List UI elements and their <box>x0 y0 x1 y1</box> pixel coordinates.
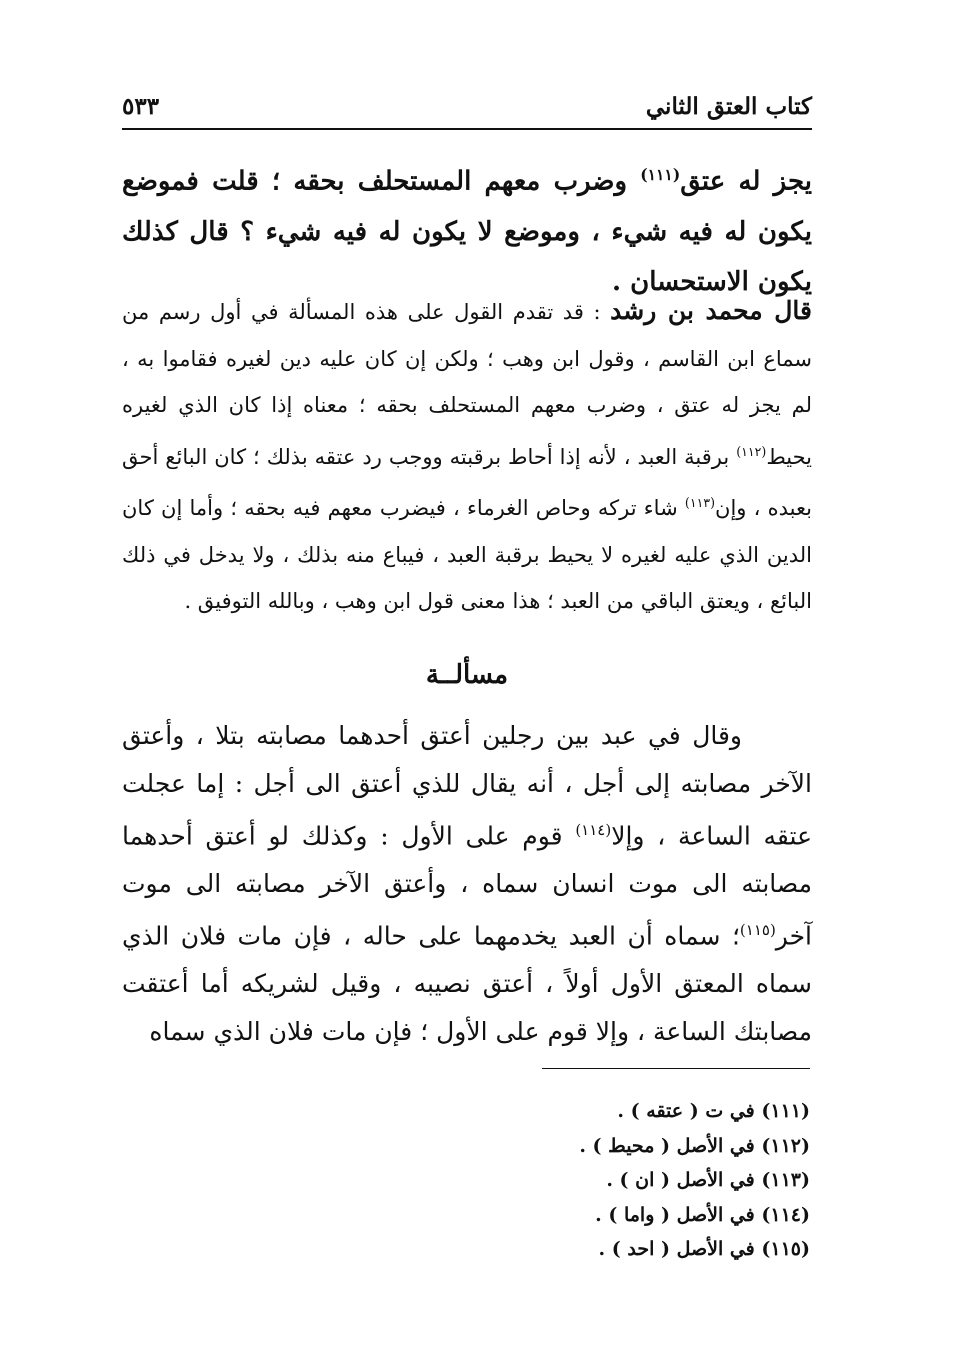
section-heading: مسألــة <box>425 660 509 690</box>
footnote-115: (١١٥) في الأصل ( احد ) . <box>598 1238 810 1260</box>
footnote-ref-115: (١١٥) <box>739 921 776 940</box>
header-rule <box>122 128 812 130</box>
footnotes-list <box>122 1094 810 1267</box>
footnote-ref-111: (١١١) <box>640 165 681 184</box>
speaker-name: قال محمد بن رشد <box>610 296 812 325</box>
paragraph-1 <box>122 150 812 307</box>
footnote-111: (١١١) في ت ( عتقه ) . <box>617 1100 810 1122</box>
paragraph-2 <box>122 288 812 625</box>
paragraph-3-text-a: وقال في عبد بين رجلين أعتق أحدهما مصابته بتلا ، وأعتق الآخر مصابته إلى أجل ، أنه يقال للذي أعتق الى أجل : إما عجلت عتقه الساعة ، وإلا <box>122 721 813 851</box>
footnote-separator <box>542 1068 810 1069</box>
footnote-114: (١١٤) في الأصل ( واما ) . <box>595 1203 810 1226</box>
paragraph-1-text-b: وضرب معهم المستحلف بحقه ؛ قلت فموضع يكون له فيه شيء ، وموضع لا يكون له فيه شيء ؟ قال كذلك يكون الاستحسان . <box>122 166 812 297</box>
paragraph-3-text-b: قوم على الأول : وكذلك لو أعتق أحدهما مصابته الى موت انسان سماه ، وأعتق الآخر مصابته الى موت آخر <box>122 821 812 951</box>
running-header <box>122 86 812 126</box>
page-number: ٥٣٣ <box>122 92 160 120</box>
book-title: كتاب العتق الثاني <box>645 92 812 120</box>
footnote-ref-114: (١١٤) <box>575 821 612 839</box>
footnote-ref-113: (١١٣) <box>684 495 716 510</box>
paragraph-2-text-a: : قد تقدم القول على هذه المسألة في أول رسم من سماع ابن القاسم ، وقول ابن وهب ؛ ولكن إن كان عليه دين لغيره فقاموا به ، لم يجز له عتق ، وضرب معهم المستحلف بحقه ؛ معناه إذا كان الذي لغيره يحيط <box>122 300 812 469</box>
footnote-ref-112: (١١٢) <box>736 443 767 459</box>
paragraph-1-text-a: يجز له عتق <box>680 166 812 197</box>
footnote-113: (١١٣) في الأصل ( ان ) . <box>606 1169 810 1191</box>
footnote-112: (١١٢) في الأصل ( محيط ) . <box>579 1134 810 1157</box>
paragraph-3-text-c: ؛ سماه أن العبد يخدمهما على حاله ، فإن مات فلان الذي سماه المعتق الأول أولاً ، أعتق نصيبه ، وقيل لشريكه أما أعتقت مصابتك الساعة ، وإلا قوم على الأول ؛ فإن مات فلان الذي سماه <box>122 921 812 1046</box>
paragraph-2-text-b: برقبة العبد ، لأنه إذا أحاط برقبته ووجب رد عتقه بذلك ؛ كان البائع أحق بعبده ، وإن <box>122 444 812 520</box>
paragraph-2-text-c: شاء تركه وحاص الغرماء ، فيضرب معهم فيه بحقه ؛ وأما إن كان الدين الذي عليه لغيره لا يحيط برقبة العبد ، فيباع منه بذلك ، ولا يدخل في ذلك البائع ، ويعتق الباقي من العبد ؛ هذا معنى قول ابن وهب ، وبالله التوفيق . <box>122 496 812 613</box>
paragraph-3 <box>122 712 812 1055</box>
